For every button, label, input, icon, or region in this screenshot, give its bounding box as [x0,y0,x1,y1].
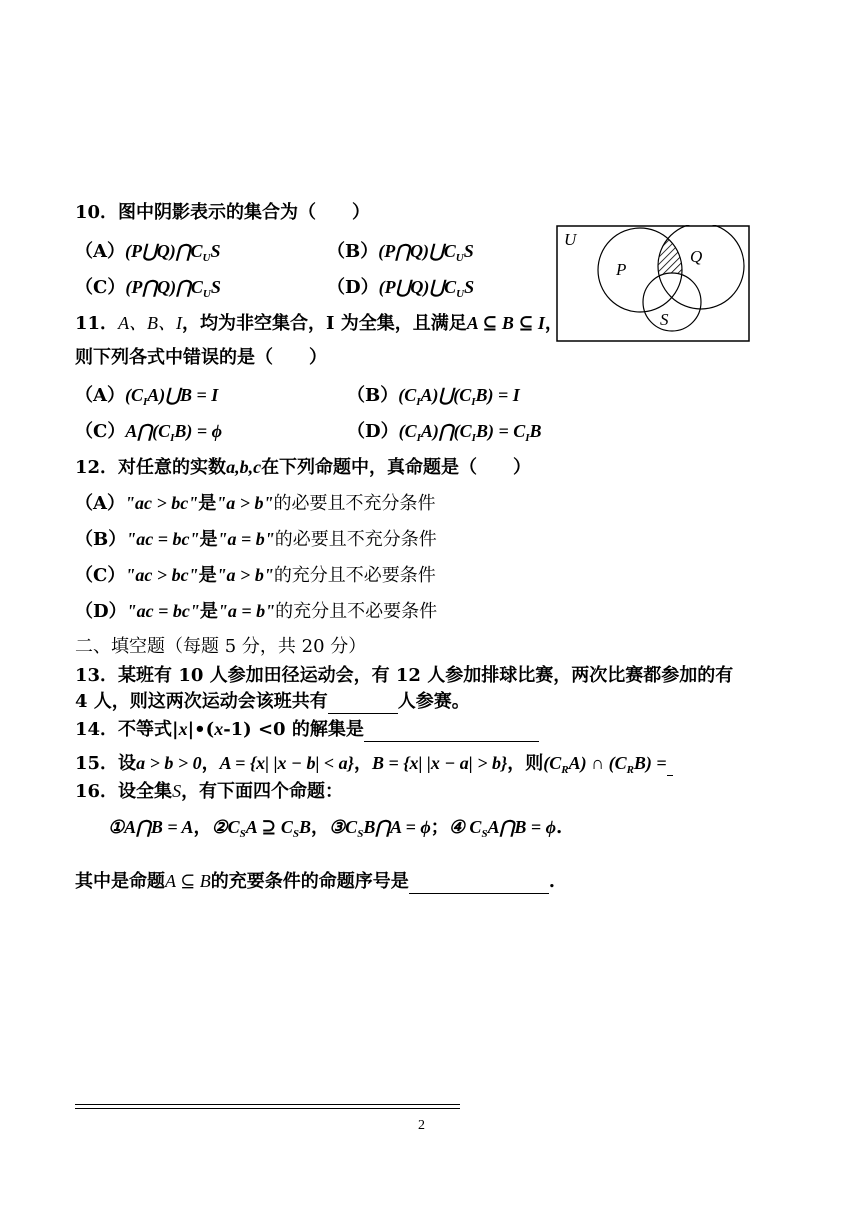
q12-option-b: （B）"ac = bc"是"a = b"的必要且不充分条件 [75,529,437,550]
q12-option-d: （D）"ac = bc"是"a = b"的充分且不必要条件 [75,601,438,622]
q10-option-a: $(A)(P⋃Q)⋂C_US$ [75,241,221,264]
q14: 14．不等式|x|•(x-1) <0 的解集是 [75,718,539,742]
label-p: P [616,260,627,279]
q10-option-d: $(D)(P⋃Q)⋃C_US$ [327,277,475,300]
venn-diagram [556,225,750,342]
q15-answer-blank[interactable] [667,753,673,776]
q10-option-c: $(C)(P⋂Q)⋂C_US$ [75,277,221,300]
q14-answer-blank[interactable] [364,719,539,742]
footer-rule-top [75,1104,460,1105]
proposition-2: $②C_SA$ ⊇ $C_SB$ [211,817,312,840]
q10-stem: 10．图中阴影表示的集合为（ ） [75,202,371,223]
label-s: S [660,310,669,329]
label-q: Q [690,247,703,266]
q16-stem: 16．设全集S，有下面四个命题： [75,781,344,802]
proposition-1: ①A⋂B = A [108,817,194,837]
proposition-4: ④ $C_SA⋂B = \phi$ [448,817,557,840]
page-number: 2 [418,1118,425,1133]
q12-option-c: （C）"ac > bc"是"a > b"的充分且不必要条件 [75,565,436,586]
q11-option-d: $(D)(C_IA)⋂(C_IB) = C_IB$ [347,421,542,444]
q11-stem-2: 则下列各式中错误的是（ ） [75,347,327,368]
q13-line-1: 13．某班有 10 人参加田径运动会，有 12 人参加排球比赛，两次比赛都参加的有 [75,665,734,686]
label-u: U [564,230,577,249]
footer-rule-bottom [75,1108,460,1109]
q13-answer-blank[interactable] [328,691,398,714]
q16-question: 其中是命题A ⊆ B的充要条件的命题序号是 . [75,871,556,892]
q15: 15．设a > b > 0，A = {x| |x − b| < a}，B = {x| |x − a| > b}，则$(C_RA)$ ∩ $(C_RB)$ = [75,752,673,781]
q10-option-b: $(B)(P⋂Q)⋃C_US$ [327,241,474,264]
q11-option-a: $(A)(C_IA)⋃B = I$ [75,385,219,408]
q11-stem: 11．A、B、I，均为非空集合，I 为全集，且满足A ⊆ B ⊆ I， [75,313,563,334]
q11-option-c: $(C)A⋂(C_IB) = \phi$ [75,421,223,444]
q13-line-2: 4 人，则这两次运动会该班共有 人参赛。 [75,691,470,712]
q16-answer-blank[interactable] [409,871,549,894]
q12-option-a: （A）"ac > bc"是"a > b"的必要且不充分条件 [75,493,436,514]
q16-propositions: ①A⋂B = A，$②C_SA$ ⊇ $C_SB$，$③C_SB⋂A = \phi$；④ $C_SA⋂B = \phi$. [108,817,563,840]
section-heading: 二、填空题（每题 5 分，共 20 分） [75,636,367,657]
q11-option-b: $(B)(C_IA)⋃(C_IB) = I$ [347,385,520,408]
q12-stem: 12．对任意的实数a,b,c在下列命题中，真命题是（ ） [75,457,532,478]
proposition-3: $③C_SB⋂A = \phi$ [329,817,431,840]
